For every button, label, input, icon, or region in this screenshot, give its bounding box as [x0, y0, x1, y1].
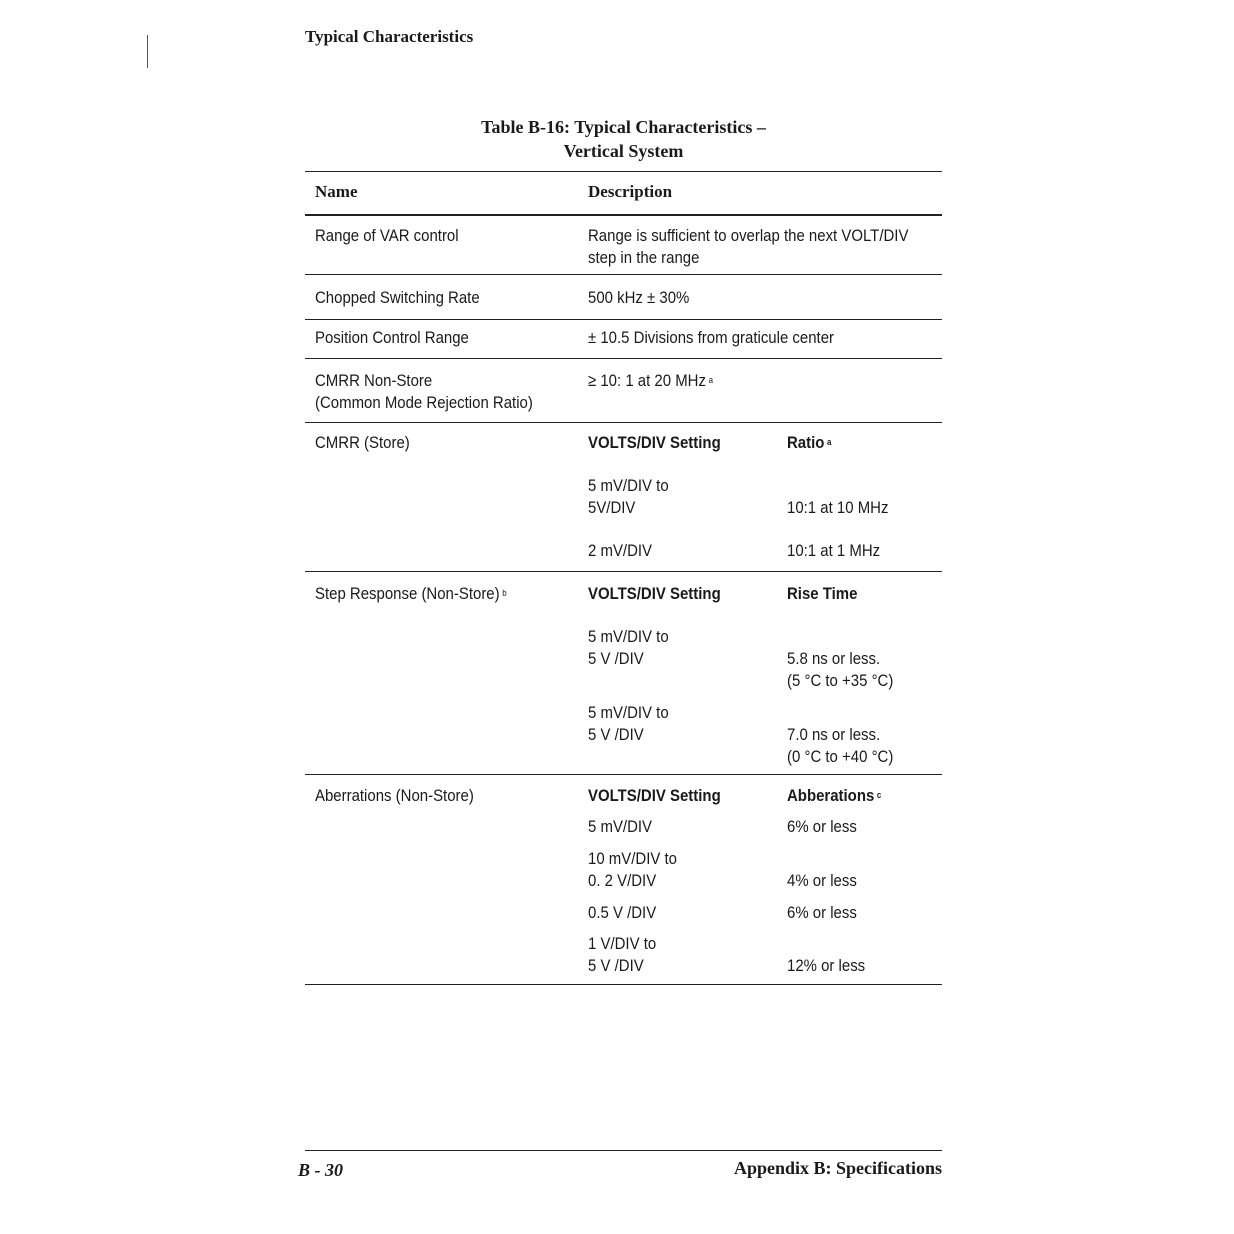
value-text: 6% or less [787, 817, 857, 836]
row-name-pos: Position Control Range [315, 328, 469, 347]
subheader-ratio [787, 432, 831, 454]
table-bottom-rule [305, 984, 942, 985]
footnote-marker: a [708, 375, 714, 385]
setting-text: 5 mV/DIV [588, 817, 653, 836]
table-caption-line2: Vertical System [563, 141, 684, 161]
row-name-step-response [315, 583, 507, 605]
value-text: 4% or less [787, 871, 857, 890]
setting-text: 2 mV/DIV [588, 541, 653, 560]
value-text: 10:1 at 1 MHz [787, 541, 881, 560]
setting-text: 0. 2 V/DIV [588, 871, 657, 890]
setting-text: 5 mV/DIV to [588, 476, 669, 495]
row-desc-chop: 500 kHz ± 30% [588, 288, 690, 307]
subheader-volts-div-setting: VOLTS/DIV Setting [588, 584, 721, 603]
row-separator [305, 774, 942, 775]
value-text: (5 °C to +35 °C) [787, 671, 894, 690]
footnote-marker: a [827, 437, 832, 447]
setting-text: 5 mV/DIV to [588, 703, 669, 722]
subheader-rise-time: Rise Time [787, 584, 858, 603]
row-separator [305, 358, 942, 359]
row-separator [305, 422, 942, 423]
margin-change-bar [147, 35, 148, 68]
page-number: B - 30 [298, 1160, 343, 1180]
table-top-rule [305, 171, 942, 172]
row-name-cmrr-nonstore-line2: (Common Mode Rejection Ratio) [315, 393, 533, 412]
footnote-marker: c [876, 790, 882, 800]
value-text: 12% or less [787, 956, 866, 975]
row-name-aberrations: Aberrations (Non-Store) [315, 786, 474, 805]
row-separator [305, 274, 942, 275]
footer-section-title: Appendix B: Specifications [733, 1158, 942, 1178]
footer-rule [305, 1150, 942, 1151]
column-header-name: Name [315, 182, 358, 201]
row-desc-var-line1: Range is sufficient to overlap the next VOLT/DIV [588, 226, 909, 245]
subheader-volts-div-setting: VOLTS/DIV Setting [588, 786, 721, 805]
setting-text: 5 V /DIV [588, 725, 644, 744]
row-name-cmrr-store: CMRR (Store) [315, 433, 410, 452]
setting-text: 0.5 V /DIV [588, 903, 657, 922]
setting-text: 10 mV/DIV to [588, 849, 677, 868]
subheader-ratio-label: Ratio [787, 433, 825, 452]
setting-text: 1 V/DIV to [588, 934, 657, 953]
column-header-description: Description [588, 182, 673, 201]
value-text: (0 °C to +40 °C) [787, 747, 894, 766]
setting-text: 5 V /DIV [588, 956, 644, 975]
value-text: 5.8 ns or less. [787, 649, 881, 668]
row-desc-var-line2: step in the range [588, 248, 700, 267]
subheader-abberations [787, 785, 881, 807]
row-separator [305, 319, 942, 320]
row-name-chop: Chopped Switching Rate [315, 288, 480, 307]
value-text: 6% or less [787, 903, 857, 922]
setting-text: 5 mV/DIV to [588, 627, 669, 646]
setting-text: 5V/DIV [588, 498, 636, 517]
value-text: 7.0 ns or less. [787, 725, 881, 744]
table-caption-line1: Table B-16: Typical Characteristics – [481, 117, 766, 137]
running-header: Typical Characteristics [305, 27, 474, 46]
row-desc-cmrr-nonstore [588, 370, 713, 392]
step-response-label: Step Response (Non-Store) [315, 584, 500, 603]
table-caption [305, 115, 942, 163]
row-name-cmrr-nonstore-line1: CMRR Non-Store [315, 371, 433, 390]
row-separator [305, 571, 942, 572]
row-name-var: Range of VAR control [315, 226, 459, 245]
value-text: 10:1 at 10 MHz [787, 498, 889, 517]
subheader-volts-div-setting: VOLTS/DIV Setting [588, 433, 721, 452]
setting-text: 5 V /DIV [588, 649, 644, 668]
cmrr-nonstore-value: ≥ 10: 1 at 20 MHz [588, 371, 706, 390]
subheader-abberations-label: Abberations [787, 786, 875, 805]
row-desc-pos: ± 10.5 Divisions from graticule center [588, 328, 835, 347]
footnote-marker: b [502, 588, 507, 598]
header-rule [305, 214, 942, 216]
